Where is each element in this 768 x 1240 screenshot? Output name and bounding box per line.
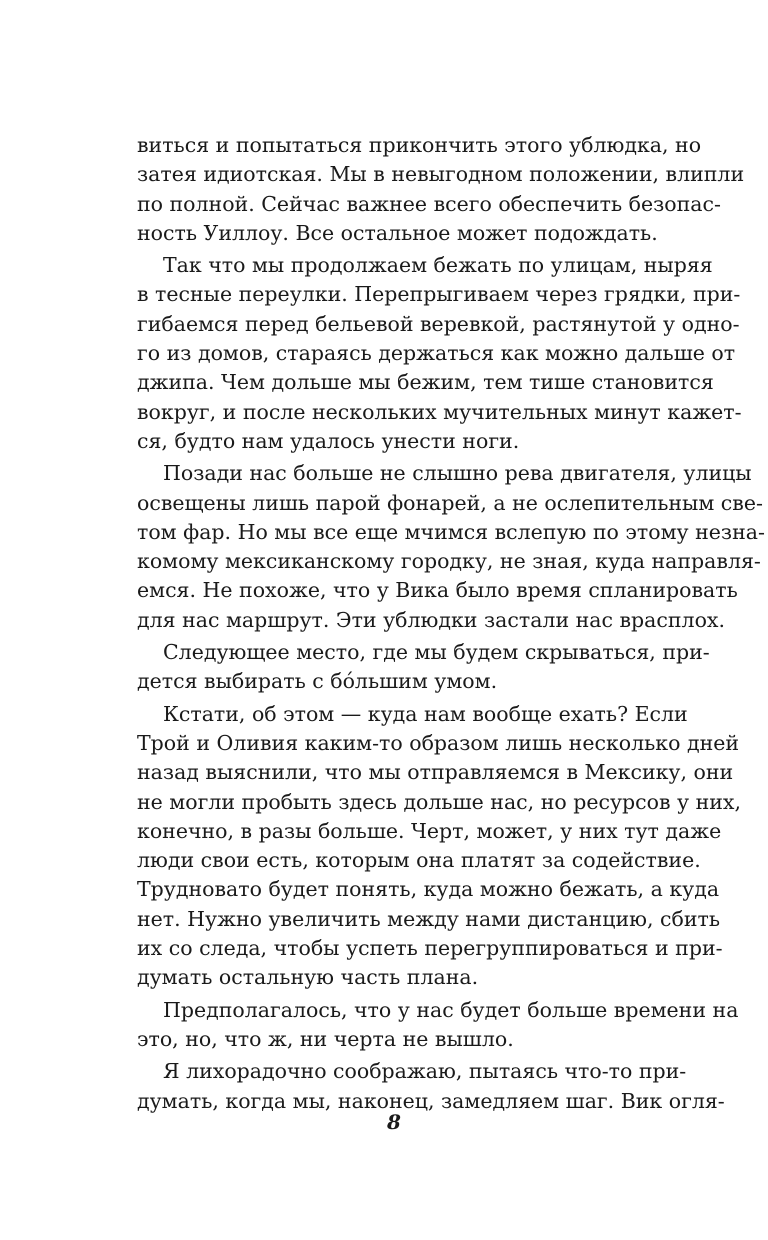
text-line: конечно, в разы больше. Черт, может, у них тут даже [137, 818, 722, 843]
text-line: емся. Не похоже, что у Вика было время спланировать [137, 578, 738, 603]
text-line: освещены лишь парой фонарей, а не ослепительным све- [137, 490, 763, 515]
text-line: Кстати, об этом — куда нам вообще ехать? Если [163, 701, 688, 726]
text-line: Я лихорадочно соображаю, пытаясь что-то при- [163, 1059, 687, 1084]
text-line: виться и попытаться прикончить этого ублюдка, но [137, 133, 702, 157]
text-line: дется выбирать с бóльшим умом. [137, 669, 498, 694]
text-line: это, но, что ж, ни черта не вышло. [137, 1026, 514, 1051]
text-line: Следующее место, где мы будем скрываться, при- [163, 640, 710, 665]
text-line: ность Уиллоу. Все остальное может подождать. [137, 220, 658, 245]
text-line: по полной. Сейчас важнее всего обеспечить безопас- [137, 191, 721, 216]
text-line: го из домов, стараясь держаться как можно дальше от [137, 341, 736, 366]
text-line: Трудновато будет понять, куда можно бежать, а куда [137, 877, 720, 902]
text-line: вокруг, и после нескольких мучительных минут кажет- [137, 399, 742, 424]
text-line: гибаемся перед бельевой веревкой, растянутой у одно- [137, 311, 740, 336]
text-line: думать остальную часть плана. [137, 965, 479, 990]
text-line: Позади нас больше не слышно рева двигателя, улицы [163, 461, 752, 486]
text-line: в тесные переулки. Перепрыгиваем через грядки, при- [137, 282, 741, 307]
paragraph [137, 131, 745, 248]
paragraph [137, 251, 742, 456]
text-line: нет. Нужно увеличить между нами дистанцию, сбить [137, 906, 720, 931]
page-number: 8 [387, 1110, 401, 1134]
text-line: не могли пробыть здесь дольше нас, но ресурсов у них, [137, 789, 741, 814]
text-line: думать, когда мы, наконец, замедляем шаг. Вик огля- [137, 1088, 725, 1113]
text-line: ся, будто нам удалось унести ноги. [137, 428, 520, 453]
text-line: затея идиотская. Мы в невыгодном положении, влипли [137, 162, 745, 187]
paragraph [137, 459, 765, 635]
text-line: назад выяснили, что мы отправляемся в Мексику, они [137, 760, 734, 785]
text-line: Так что мы продолжаем бежать по улицам, ныряя [163, 253, 713, 278]
text-line: Предполагалось, что у нас будет больше времени на [163, 997, 739, 1022]
text-line: Трой и Оливия каким-то образом лишь несколько дней [137, 730, 740, 755]
paragraph [137, 1057, 725, 1116]
body-text [137, 131, 765, 1116]
text-line: джипа. Чем дольше мы бежим, тем тише становится [137, 370, 714, 395]
text-line: том фар. Но мы все еще мчимся вслепую по этому незна- [137, 519, 765, 544]
text-line: для нас маршрут. Эти ублюдки застали нас врасплох. [137, 607, 725, 632]
text-line: их со следа, чтобы успеть перегруппироваться и при- [137, 936, 723, 961]
text-line: люди свои есть, которым она платят за содействие. [137, 848, 701, 873]
paragraph [137, 996, 739, 1055]
paragraph [137, 638, 710, 697]
paragraph [137, 700, 741, 993]
text-line: комому мексиканскому городку, не зная, куда направля- [137, 549, 761, 574]
